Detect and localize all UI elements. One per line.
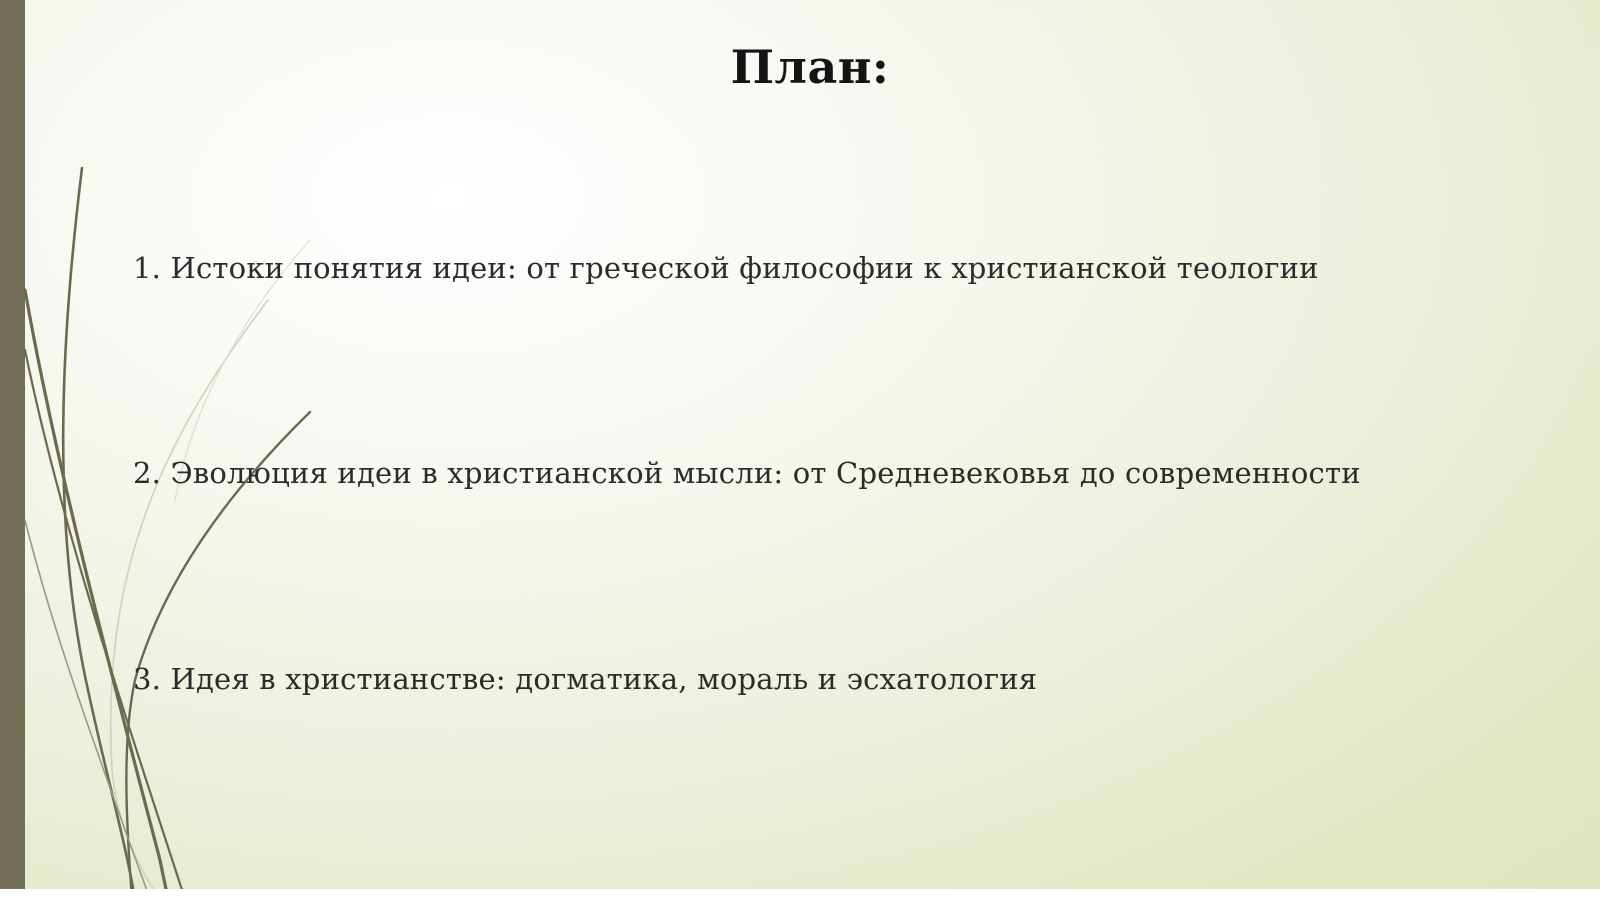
grass-blade-5 <box>25 520 150 899</box>
grass-blade-2 <box>25 290 168 899</box>
plan-item-2: 2. Эволюция идеи в христианской мысли: от Средневековья до современности <box>133 456 1361 490</box>
grass-decoration <box>0 0 360 899</box>
left-accent-bar <box>0 0 25 899</box>
bottom-edge <box>0 889 1600 899</box>
plan-item-1: 1. Истоки понятия идеи: от греческой философии к христианской теологии <box>133 251 1319 285</box>
grass-blade-1 <box>63 168 135 899</box>
grass-blade-faint-1 <box>111 300 268 899</box>
plan-item-3: 3. Идея в христианстве: догматика, мораль и эсхатология <box>133 662 1038 696</box>
grass-blade-3 <box>25 350 185 899</box>
slide-title: План: <box>730 40 890 94</box>
